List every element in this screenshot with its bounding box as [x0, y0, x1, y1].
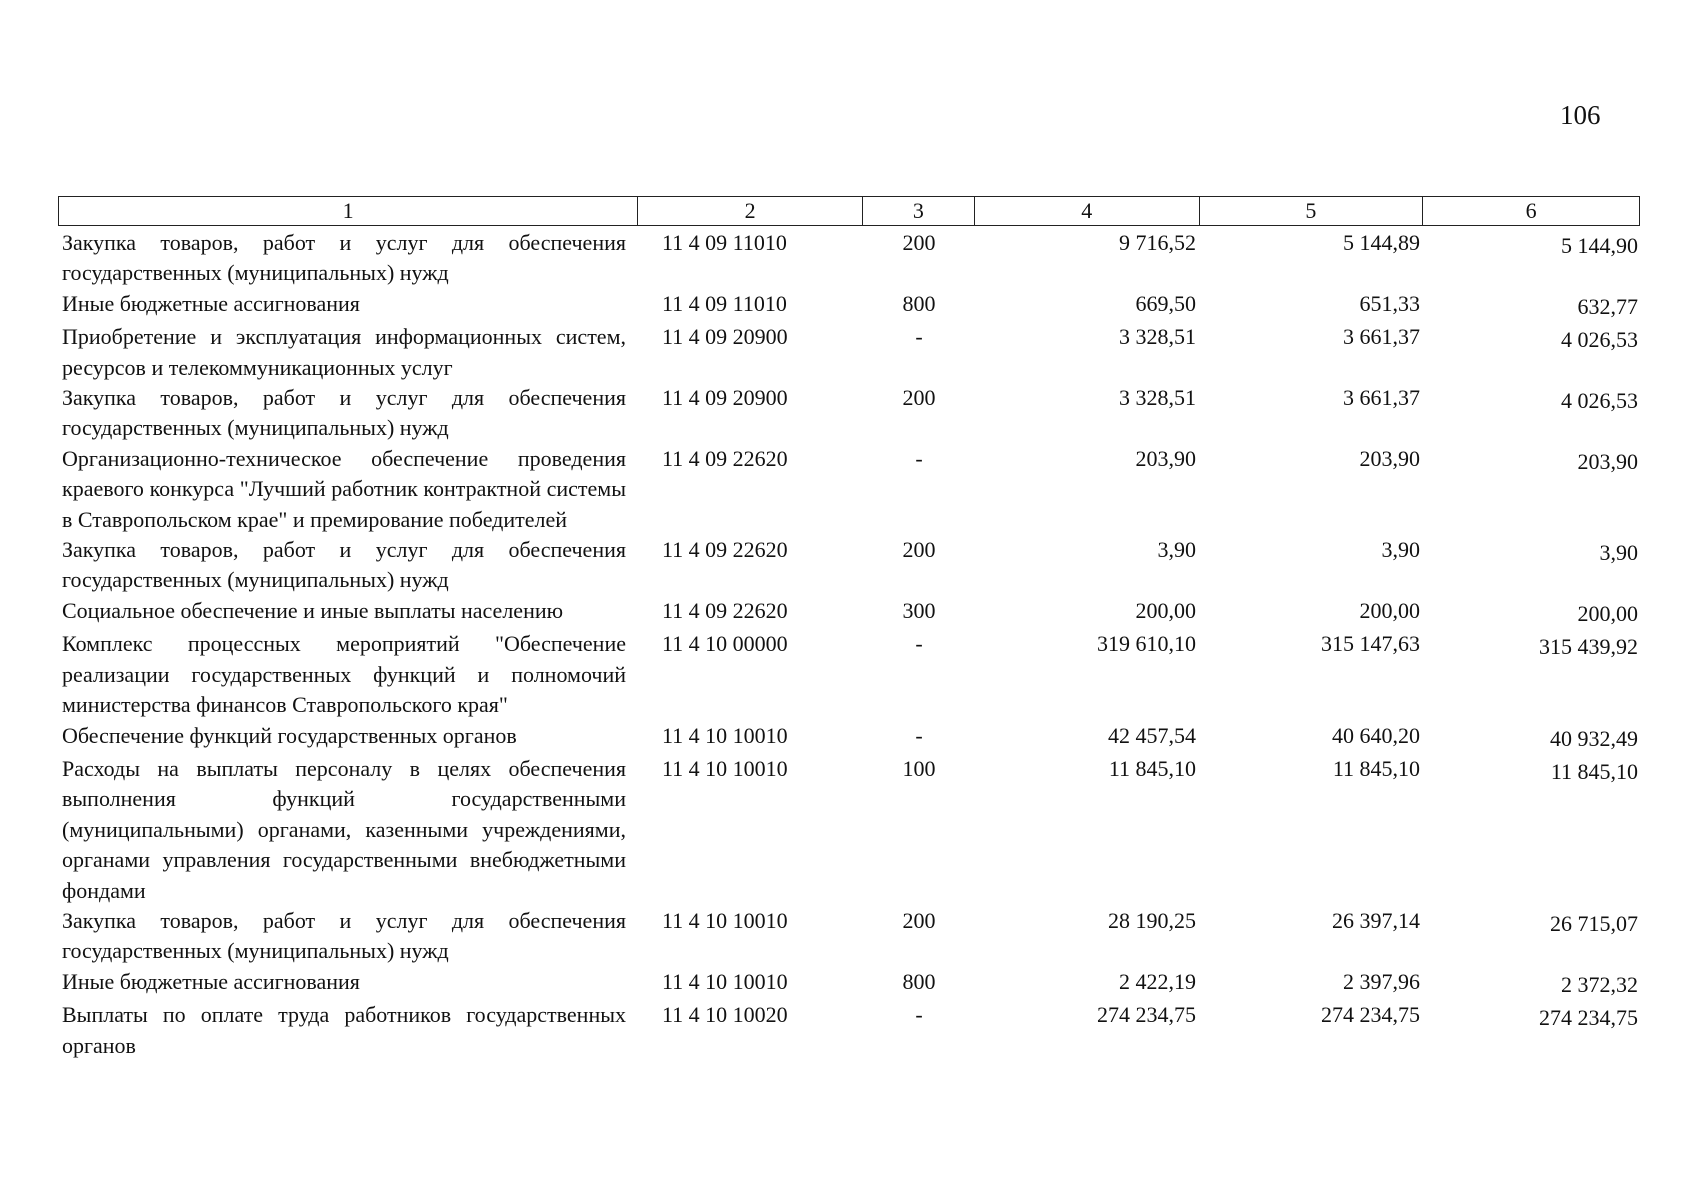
table-row	[58, 322, 1640, 383]
table-row	[58, 444, 1640, 535]
row-code: 11 4 09 11010	[662, 230, 787, 255]
row-value-1: 11 845,10	[1108, 755, 1196, 781]
row-value-3: 4 026,53	[1561, 388, 1638, 414]
row-code: 11 4 09 20900	[662, 385, 788, 411]
row-name: Закупка товаров, работ и услуг для обеспечения государственных (муниципальных) нужд	[62, 385, 626, 441]
row-code: 11 4 09 22620	[662, 445, 788, 471]
table-row	[58, 721, 1640, 754]
row-value-1: 9 716,52	[1119, 230, 1196, 255]
table-row	[58, 967, 1640, 1000]
row-value-3: 26 715,07	[1550, 910, 1638, 936]
row-name: Закупка товаров, работ и услуг для обеспечения государственных (муниципальных) нужд	[62, 907, 626, 964]
row-type: 200	[902, 537, 936, 563]
header-col-1: 1	[59, 197, 638, 225]
table-row	[58, 383, 1640, 444]
table-row	[58, 535, 1640, 596]
row-value-1: 274 234,75	[1097, 1002, 1196, 1028]
row-value-2: 26 397,14	[1332, 907, 1420, 933]
row-value-2: 2 397,96	[1343, 968, 1420, 994]
row-name: Расходы на выплаты персоналу в целях обеспечения выполнения функций государственными (муниципальными) органами, казенными учреждениями, органами управления государственными внебюджетными фондами	[62, 755, 626, 903]
row-name: Закупка товаров, работ и услуг для обеспечения государственных (муниципальных) нужд	[62, 537, 626, 593]
table-header	[58, 196, 1640, 226]
row-value-1: 200,00	[1135, 597, 1196, 623]
row-value-3: 11 845,10	[1550, 758, 1638, 784]
row-name: Комплекс процессных мероприятий "Обеспечение реализации государственных функций и полномочий министерства финансов Ставропольского края"	[62, 631, 626, 718]
row-code: 11 4 10 00000	[662, 631, 788, 657]
row-value-3: 200,00	[1577, 600, 1638, 626]
table-row	[58, 1000, 1640, 1061]
row-type: 200	[902, 385, 936, 411]
row-code: 11 4 09 11010	[662, 290, 787, 316]
row-value-2: 651,33	[1359, 290, 1420, 316]
row-value-1: 319 610,10	[1097, 631, 1196, 657]
row-name: Иные бюджетные ассигнования	[62, 968, 360, 994]
row-value-3: 203,90	[1577, 448, 1638, 474]
row-value-3: 2 372,32	[1561, 971, 1638, 997]
row-value-3: 4 026,53	[1561, 327, 1638, 353]
header-col-2: 2	[638, 197, 863, 225]
row-name: Выплаты по оплате труда работников государственных органов	[62, 1002, 626, 1058]
row-name: Организационно-техническое обеспечение проведения краевого конкурса "Лучший работник контрактной системы в Ставропольском крае" и премирование победителей	[62, 445, 626, 532]
row-value-2: 3 661,37	[1343, 324, 1420, 350]
row-value-3: 274 234,75	[1539, 1005, 1638, 1031]
row-value-3: 40 932,49	[1550, 725, 1638, 751]
row-type: -	[915, 445, 923, 471]
row-type: 300	[902, 597, 936, 623]
row-value-3: 3,90	[1599, 540, 1638, 566]
row-code: 11 4 10 10010	[662, 968, 788, 994]
row-value-2: 5 144,89	[1343, 230, 1420, 255]
row-name: Обеспечение функций государственных органов	[62, 722, 517, 748]
header-col-4: 4	[975, 197, 1200, 225]
row-code: 11 4 09 22620	[662, 537, 788, 563]
row-type: 200	[902, 907, 936, 933]
table-body	[58, 228, 1640, 1061]
row-code: 11 4 10 10010	[662, 722, 788, 748]
row-code: 11 4 10 10010	[662, 755, 788, 781]
row-code: 11 4 10 10010	[662, 907, 788, 933]
row-type: 800	[902, 968, 936, 994]
header-col-3: 3	[863, 197, 975, 225]
row-value-2: 315 147,63	[1321, 631, 1420, 657]
row-value-1: 42 457,54	[1108, 722, 1196, 748]
header-col-6: 6	[1525, 198, 1537, 223]
row-value-3: 632,77	[1577, 293, 1638, 319]
row-value-2: 3 661,37	[1343, 385, 1420, 411]
row-value-3: 315 439,92	[1539, 634, 1638, 660]
row-value-1: 203,90	[1135, 445, 1196, 471]
row-type: 800	[902, 290, 936, 316]
row-value-2: 11 845,10	[1332, 755, 1420, 781]
row-value-1: 28 190,25	[1108, 907, 1196, 933]
row-name: Закупка товаров, работ и услуг для обеспечения государственных (муниципальных) нужд	[62, 230, 626, 286]
row-code: 11 4 09 20900	[662, 324, 788, 350]
row-value-2: 40 640,20	[1332, 722, 1420, 748]
table-row	[58, 596, 1640, 629]
row-type: -	[915, 722, 923, 748]
row-code: 11 4 09 22620	[662, 597, 788, 623]
row-type: -	[915, 1002, 923, 1028]
header-col-5: 5	[1200, 197, 1424, 225]
row-code: 11 4 10 10020	[662, 1002, 788, 1028]
row-type: -	[915, 631, 923, 657]
table-row	[58, 754, 1640, 906]
row-value-2: 274 234,75	[1321, 1002, 1420, 1028]
page-number: 106	[1560, 100, 1601, 130]
table-row	[58, 228, 1640, 289]
row-value-1: 3 328,51	[1119, 385, 1196, 411]
row-type: -	[915, 324, 923, 350]
table-row	[58, 906, 1640, 967]
row-type: 100	[902, 755, 936, 781]
table-row	[58, 289, 1640, 322]
row-value-1: 3 328,51	[1119, 324, 1196, 350]
row-type: 200	[902, 230, 936, 255]
row-value-1: 669,50	[1135, 290, 1196, 316]
row-value-1: 2 422,19	[1119, 968, 1196, 994]
row-value-1: 3,90	[1157, 537, 1196, 563]
table-row	[58, 629, 1640, 720]
row-value-2: 200,00	[1359, 597, 1420, 623]
row-value-2: 203,90	[1359, 445, 1420, 471]
row-name: Иные бюджетные ассигнования	[62, 290, 360, 316]
row-name: Социальное обеспечение и иные выплаты населению	[62, 597, 564, 623]
row-name: Приобретение и эксплуатация информационных систем, ресурсов и телекоммуникационных услуг	[62, 324, 626, 380]
row-value-2: 3,90	[1381, 537, 1420, 563]
row-value-3: 5 144,90	[1561, 233, 1638, 258]
